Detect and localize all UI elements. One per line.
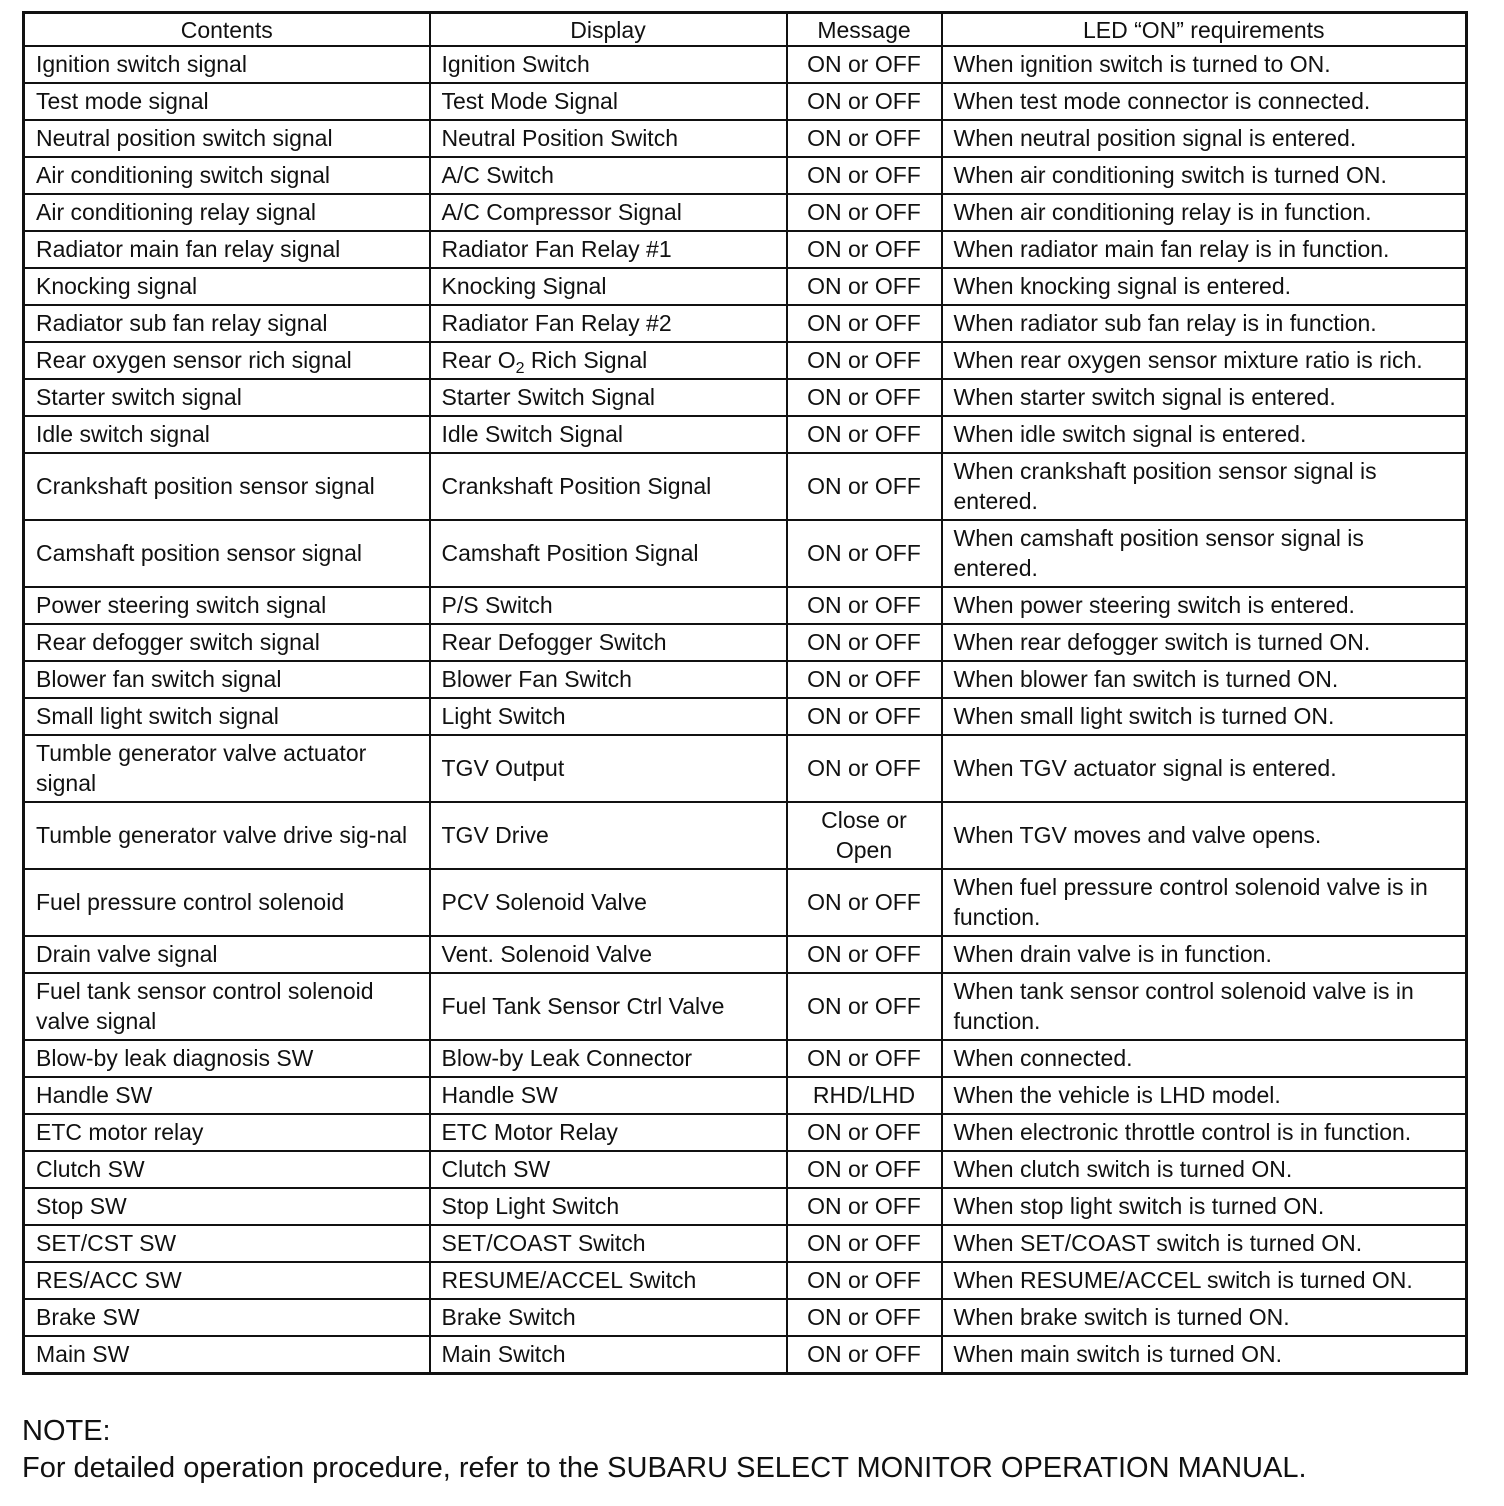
cell-message: ON or OFF <box>787 194 942 231</box>
table-body <box>24 46 1467 1374</box>
cell-display: Stop Light Switch <box>430 1188 787 1225</box>
cell-led-requirement: When test mode connector is connected. <box>942 83 1467 120</box>
table-row <box>24 157 1467 194</box>
cell-message: ON or OFF <box>787 1114 942 1151</box>
table-row <box>24 268 1467 305</box>
cell-display: Crankshaft Position Signal <box>430 453 787 520</box>
cell-message: RHD/LHD <box>787 1077 942 1114</box>
table-row <box>24 1188 1467 1225</box>
header-row <box>24 13 1467 47</box>
led-requirements-table <box>22 11 1468 1375</box>
table-row <box>24 120 1467 157</box>
cell-led-requirement: When brake switch is turned ON. <box>942 1299 1467 1336</box>
table-row <box>24 1299 1467 1336</box>
cell-message: ON or OFF <box>787 587 942 624</box>
cell-display: Rear Defogger Switch <box>430 624 787 661</box>
cell-message: ON or OFF <box>787 268 942 305</box>
cell-message: ON or OFF <box>787 231 942 268</box>
table-row <box>24 698 1467 735</box>
cell-led-requirement: When drain valve is in function. <box>942 936 1467 973</box>
cell-contents: Brake SW <box>24 1299 430 1336</box>
header-message: Message <box>787 13 942 47</box>
cell-led-requirement: When camshaft position sensor signal is entered. <box>942 520 1467 587</box>
cell-contents: Ignition switch signal <box>24 46 430 83</box>
cell-display: Starter Switch Signal <box>430 379 787 416</box>
table-row <box>24 194 1467 231</box>
cell-led-requirement: When main switch is turned ON. <box>942 1336 1467 1374</box>
cell-contents: Knocking signal <box>24 268 430 305</box>
table-row <box>24 973 1467 1040</box>
table-row <box>24 1114 1467 1151</box>
cell-message: ON or OFF <box>787 698 942 735</box>
cell-led-requirement: When small light switch is turned ON. <box>942 698 1467 735</box>
cell-contents: ETC motor relay <box>24 1114 430 1151</box>
cell-display: Radiator Fan Relay #2 <box>430 305 787 342</box>
table-row <box>24 735 1467 802</box>
cell-display: PCV Solenoid Valve <box>430 869 787 936</box>
cell-contents: Radiator sub fan relay signal <box>24 305 430 342</box>
cell-led-requirement: When TGV moves and valve opens. <box>942 802 1467 869</box>
cell-contents: Power steering switch signal <box>24 587 430 624</box>
cell-led-requirement: When TGV actuator signal is entered. <box>942 735 1467 802</box>
cell-led-requirement: When electronic throttle control is in function. <box>942 1114 1467 1151</box>
cell-contents: Tumble generator valve drive sig-nal <box>24 802 430 869</box>
cell-led-requirement: When starter switch signal is entered. <box>942 379 1467 416</box>
header-display: Display <box>430 13 787 47</box>
cell-led-requirement: When knocking signal is entered. <box>942 268 1467 305</box>
table-row <box>24 1225 1467 1262</box>
table-row <box>24 624 1467 661</box>
cell-contents: Test mode signal <box>24 83 430 120</box>
cell-contents: RES/ACC SW <box>24 1262 430 1299</box>
cell-contents: Air conditioning switch signal <box>24 157 430 194</box>
cell-message: ON or OFF <box>787 120 942 157</box>
cell-display: Vent. Solenoid Valve <box>430 936 787 973</box>
header-contents: Contents <box>24 13 430 47</box>
cell-contents: Radiator main fan relay signal <box>24 231 430 268</box>
cell-led-requirement: When radiator main fan relay is in function. <box>942 231 1467 268</box>
note-heading: NOTE: <box>22 1415 111 1447</box>
cell-contents: Fuel tank sensor control solenoid valve signal <box>24 973 430 1040</box>
cell-display: Blower Fan Switch <box>430 661 787 698</box>
cell-contents: Camshaft position sensor signal <box>24 520 430 587</box>
cell-message: ON or OFF <box>787 1225 942 1262</box>
cell-led-requirement: When crankshaft position sensor signal is entered. <box>942 453 1467 520</box>
table-row <box>24 1336 1467 1374</box>
table-row <box>24 869 1467 936</box>
cell-display: Ignition Switch <box>430 46 787 83</box>
cell-message: ON or OFF <box>787 1188 942 1225</box>
cell-led-requirement: When rear oxygen sensor mixture ratio is rich. <box>942 342 1467 379</box>
cell-contents: Small light switch signal <box>24 698 430 735</box>
cell-led-requirement: When stop light switch is turned ON. <box>942 1188 1467 1225</box>
cell-display: ETC Motor Relay <box>430 1114 787 1151</box>
cell-message: ON or OFF <box>787 869 942 936</box>
cell-message: ON or OFF <box>787 46 942 83</box>
cell-contents: Stop SW <box>24 1188 430 1225</box>
cell-message: ON or OFF <box>787 661 942 698</box>
cell-message: ON or OFF <box>787 83 942 120</box>
table-row <box>24 1077 1467 1114</box>
cell-message: ON or OFF <box>787 157 942 194</box>
cell-led-requirement: When air conditioning switch is turned ON. <box>942 157 1467 194</box>
table-row <box>24 379 1467 416</box>
cell-contents: Handle SW <box>24 1077 430 1114</box>
cell-contents: Tumble generator valve actuator signal <box>24 735 430 802</box>
cell-led-requirement: When air conditioning relay is in function. <box>942 194 1467 231</box>
cell-led-requirement: When neutral position signal is entered. <box>942 120 1467 157</box>
cell-contents: Starter switch signal <box>24 379 430 416</box>
cell-message: ON or OFF <box>787 936 942 973</box>
cell-contents: Crankshaft position sensor signal <box>24 453 430 520</box>
cell-led-requirement: When blower fan switch is turned ON. <box>942 661 1467 698</box>
cell-display: Brake Switch <box>430 1299 787 1336</box>
cell-led-requirement: When radiator sub fan relay is in function. <box>942 305 1467 342</box>
table-row <box>24 936 1467 973</box>
cell-contents: Clutch SW <box>24 1151 430 1188</box>
cell-led-requirement: When ignition switch is turned to ON. <box>942 46 1467 83</box>
cell-led-requirement: When the vehicle is LHD model. <box>942 1077 1467 1114</box>
table-row <box>24 453 1467 520</box>
cell-message: ON or OFF <box>787 624 942 661</box>
note-block <box>22 1413 1482 1487</box>
cell-message: ON or OFF <box>787 342 942 379</box>
cell-display: P/S Switch <box>430 587 787 624</box>
cell-message: ON or OFF <box>787 379 942 416</box>
cell-display: Clutch SW <box>430 1151 787 1188</box>
cell-message: ON or OFF <box>787 1040 942 1077</box>
cell-led-requirement: When idle switch signal is entered. <box>942 416 1467 453</box>
cell-message: ON or OFF <box>787 1151 942 1188</box>
cell-led-requirement: When RESUME/ACCEL switch is turned ON. <box>942 1262 1467 1299</box>
cell-display: Handle SW <box>430 1077 787 1114</box>
cell-led-requirement: When power steering switch is entered. <box>942 587 1467 624</box>
cell-message: ON or OFF <box>787 520 942 587</box>
cell-display: Knocking Signal <box>430 268 787 305</box>
cell-message: ON or OFF <box>787 973 942 1040</box>
cell-display: Idle Switch Signal <box>430 416 787 453</box>
cell-message: Close or Open <box>787 802 942 869</box>
cell-contents: Main SW <box>24 1336 430 1374</box>
cell-display: A/C Switch <box>430 157 787 194</box>
cell-contents: Drain valve signal <box>24 936 430 973</box>
table-row <box>24 587 1467 624</box>
header-led-requirements: LED “ON” requirements <box>942 13 1467 47</box>
cell-led-requirement: When tank sensor control solenoid valve is in function. <box>942 973 1467 1040</box>
table-row <box>24 1262 1467 1299</box>
cell-display: Neutral Position Switch <box>430 120 787 157</box>
cell-contents: Blow-by leak diagnosis SW <box>24 1040 430 1077</box>
cell-message: ON or OFF <box>787 1262 942 1299</box>
cell-display: Fuel Tank Sensor Ctrl Valve <box>430 973 787 1040</box>
cell-display: TGV Output <box>430 735 787 802</box>
cell-display: Test Mode Signal <box>430 83 787 120</box>
display-text: Rich Signal <box>524 347 648 373</box>
table-row <box>24 520 1467 587</box>
table-row <box>24 231 1467 268</box>
note-text: For detailed operation procedure, refer to the SUBARU SELECT MONITOR OPERATION MANUAL. <box>22 1452 1307 1484</box>
cell-display: Light Switch <box>430 698 787 735</box>
table-row <box>24 802 1467 869</box>
cell-led-requirement: When SET/COAST switch is turned ON. <box>942 1225 1467 1262</box>
display-text: Rear O <box>441 347 516 373</box>
cell-display <box>430 342 787 379</box>
cell-display: Radiator Fan Relay #1 <box>430 231 787 268</box>
cell-contents: SET/CST SW <box>24 1225 430 1262</box>
table-row <box>24 305 1467 342</box>
cell-display: Main Switch <box>430 1336 787 1374</box>
cell-message: ON or OFF <box>787 305 942 342</box>
cell-display: SET/COAST Switch <box>430 1225 787 1262</box>
display-subscript: 2 <box>515 360 525 377</box>
cell-contents: Neutral position switch signal <box>24 120 430 157</box>
cell-led-requirement: When rear defogger switch is turned ON. <box>942 624 1467 661</box>
cell-led-requirement: When clutch switch is turned ON. <box>942 1151 1467 1188</box>
table-row <box>24 1151 1467 1188</box>
cell-display: Camshaft Position Signal <box>430 520 787 587</box>
cell-display: A/C Compressor Signal <box>430 194 787 231</box>
cell-message: ON or OFF <box>787 416 942 453</box>
cell-contents: Air conditioning relay signal <box>24 194 430 231</box>
cell-display: Blow-by Leak Connector <box>430 1040 787 1077</box>
cell-message: ON or OFF <box>787 453 942 520</box>
cell-contents: Fuel pressure control solenoid <box>24 869 430 936</box>
cell-led-requirement: When fuel pressure control solenoid valve is in function. <box>942 869 1467 936</box>
cell-message: ON or OFF <box>787 1336 942 1374</box>
cell-message: ON or OFF <box>787 1299 942 1336</box>
cell-message: ON or OFF <box>787 735 942 802</box>
table-row <box>24 46 1467 83</box>
cell-contents: Rear oxygen sensor rich signal <box>24 342 430 379</box>
cell-contents: Rear defogger switch signal <box>24 624 430 661</box>
table-row <box>24 416 1467 453</box>
table-row <box>24 661 1467 698</box>
cell-display: TGV Drive <box>430 802 787 869</box>
cell-contents: Blower fan switch signal <box>24 661 430 698</box>
cell-contents: Idle switch signal <box>24 416 430 453</box>
cell-led-requirement: When connected. <box>942 1040 1467 1077</box>
table-row <box>24 83 1467 120</box>
table-header <box>24 13 1467 47</box>
table-row <box>24 1040 1467 1077</box>
table-row <box>24 342 1467 379</box>
cell-display: RESUME/ACCEL Switch <box>430 1262 787 1299</box>
